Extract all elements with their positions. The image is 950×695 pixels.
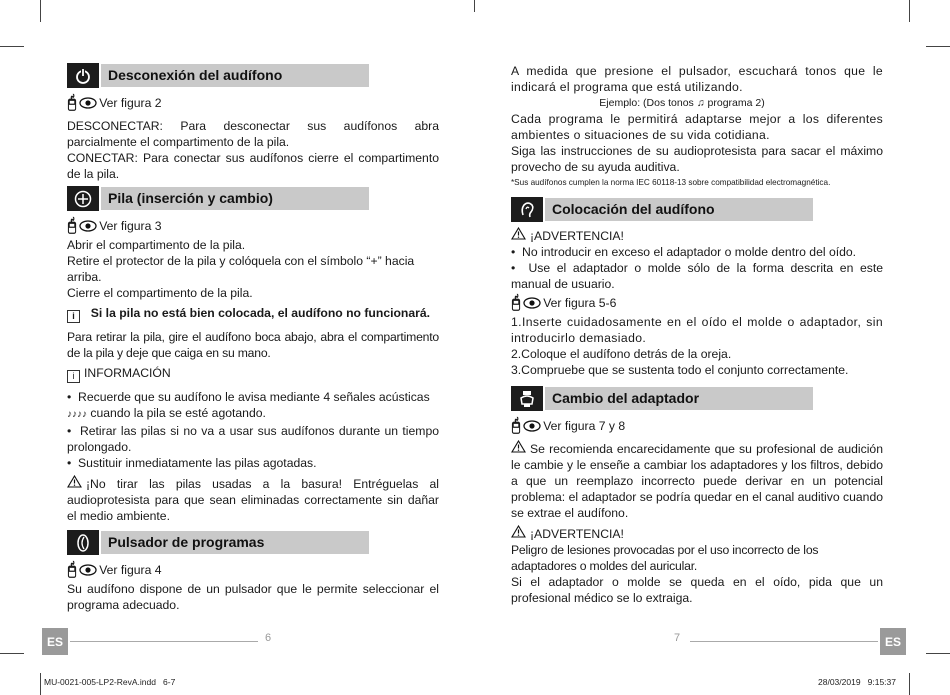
figure-ref-text: Ver figura 7 y 8 <box>543 419 626 433</box>
paragraph: DESCONECTAR: Para desconectar sus audífonos abra parcialmente el compartimento de la pila. <box>67 119 439 149</box>
section-title: Colocación del audífono <box>552 201 715 217</box>
crop-mark <box>0 653 24 654</box>
language-tab-right: ES <box>880 628 906 655</box>
warning <box>511 227 883 244</box>
info-icon: i <box>67 370 80 383</box>
left-page <box>67 63 439 613</box>
info-heading <box>67 365 439 383</box>
figure-ref-text: Ver figura 3 <box>99 219 162 233</box>
hand-pointer-icon: 🖯 <box>511 293 522 312</box>
print-file-label: MU-0021-005-LP2-RevA.indd 6-7 <box>44 677 176 687</box>
paragraph: Su audífono dispone de un pulsador que le permite seleccionar el programa adecuado. <box>67 582 439 612</box>
bullet-item: • Sustituir inmediatamente las pilas agotadas. <box>67 456 317 470</box>
warning-icon <box>511 227 526 240</box>
warning <box>67 475 439 524</box>
bullet-text: Use el adaptador o molde sólo de la forma descrita en este manual de usuario. <box>511 261 883 291</box>
hand-pointer-icon: 🖯 <box>511 416 522 435</box>
adapter-icon <box>511 386 543 411</box>
footnote: *Sus audífonos cumplen la norma IEC 60118-13 sobre compatibilidad electromagnética. <box>511 178 831 187</box>
warning-icon <box>511 440 526 453</box>
example-text: programa 2) <box>707 97 765 109</box>
section-title: Pulsador de programas <box>108 534 265 550</box>
paragraph: Cierre el compartimento de la pila. <box>67 286 253 300</box>
numbered-item: 3.Compruebe que se sustenta todo el conjunto correctamente. <box>511 363 849 377</box>
eye-icon <box>523 420 541 432</box>
crop-mark <box>926 46 950 47</box>
warning-icon <box>67 475 82 488</box>
warning <box>511 525 883 542</box>
crop-mark <box>40 673 41 695</box>
page-number-right: 7 <box>674 632 681 644</box>
crop-mark <box>926 653 950 654</box>
paragraph: Peligro de lesiones provocadas por el uso incorrecto de los adaptadores o moldes del auricular. <box>511 543 819 573</box>
eye-icon <box>79 564 97 576</box>
music-note-icon: ♫ <box>696 97 705 109</box>
paragraph: Si el adaptador o molde se queda en el oído, pida que un profesional médico se lo extraiga. <box>511 575 883 605</box>
crop-mark <box>40 0 41 22</box>
section-title: Cambio del adaptador <box>552 390 700 406</box>
paragraph: CONECTAR: Para conectar sus audífonos cierre el compartimento de la pila. <box>67 151 439 181</box>
warning-text: Se recomienda encarecidamente que su profesional de audición le cambie y le enseñe a cambiar los adaptadores y los filtros, debido a que un reemplazo incorrecto puede derivar en un potencial problema: el adaptador se podría quedar en el canal auditivo cuando se extrae el audífono. <box>511 442 883 520</box>
hand-pointer-icon: 🖯 <box>67 93 78 112</box>
warning-text: ¡No tirar las pilas usadas a la basura! Entréguelas al audioprotesista para que sean eliminadas correctamente sin dañar el medio ambiente. <box>67 477 439 523</box>
eye-icon <box>79 220 97 232</box>
hand-pointer-icon: 🖯 <box>67 560 78 579</box>
figure-reference <box>511 417 883 435</box>
section-title: Pila (inserción y cambio) <box>108 190 273 206</box>
crop-mark <box>909 673 910 695</box>
numbered-item: 1.Inserte cuidadosamente en el oído el molde o adaptador, sin introducirlo demasiado. <box>511 315 883 345</box>
eye-icon <box>79 97 97 109</box>
figure-reference <box>67 94 439 112</box>
section-header-program-button <box>67 530 439 555</box>
bullet-text: Recuerde que su audífono le avisa mediante 4 señales acústicas <box>78 390 430 404</box>
bullet-text: No introducir en exceso el adaptador o molde dentro del oído. <box>522 245 857 259</box>
section-header-disconnection <box>67 63 439 88</box>
hand-pointer-icon: 🖯 <box>67 216 78 235</box>
paragraph: Para retirar la pila, gire el audífono boca abajo, abra el compartimento de la pila y deje que caiga en su mano. <box>67 330 439 360</box>
section-header-placement <box>511 197 883 222</box>
note <box>67 305 439 323</box>
tones-icon: ♪♪♪♪ <box>67 409 87 420</box>
ear-icon <box>511 197 543 222</box>
numbered-item: 2.Coloque el audífono detrás de la oreja. <box>511 347 732 361</box>
example-line <box>511 95 883 111</box>
bullet-item: • Use el adaptador o molde sólo de la forma descrita en este manual de usuario. <box>511 261 883 291</box>
eye-icon <box>523 297 541 309</box>
crop-mark <box>474 0 475 12</box>
section-header-adapter <box>511 386 883 411</box>
section-header-battery <box>67 186 439 211</box>
figure-reference <box>67 217 439 235</box>
section-title: Desconexión del audífono <box>108 67 283 83</box>
language-tab-left: ES <box>42 628 68 655</box>
example-text: Ejemplo: (Dos tonos <box>599 97 694 109</box>
bullet-item: • No introducir en exceso el adaptador o molde dentro del oído. <box>511 245 857 259</box>
paragraph: A medida que presione el pulsador, escuchará tonos que le indicará el programa que está utilizando. <box>511 64 883 94</box>
page-number-left: 6 <box>265 632 272 644</box>
power-icon <box>67 63 99 88</box>
figure-reference <box>67 561 439 579</box>
warning-icon <box>511 525 526 538</box>
crop-mark <box>909 0 910 22</box>
print-timestamp: 28/03/2019 9:15:37 <box>818 677 896 687</box>
note-text: Si la pila no está bien colocada, el audífono no funcionará. <box>90 306 431 320</box>
footer-rule <box>690 641 878 642</box>
warning <box>511 440 883 521</box>
bullet-text: cuando la pila se esté agotando. <box>90 406 266 420</box>
figure-ref-text: Ver figura 4 <box>99 563 162 577</box>
paragraph: Abrir el compartimento de la pila. <box>67 238 246 252</box>
bullet-text: Sustituir inmediatamente las pilas agotadas. <box>78 456 317 470</box>
paragraph: Siga las instrucciones de su audioprotesista para sacar el máximo provecho de su ayuda auditiva. <box>511 144 883 174</box>
figure-ref-text: Ver figura 5-6 <box>543 296 617 310</box>
bullet-text: Retirar las pilas si no va a usar sus audífonos durante un tiempo prolongado. <box>67 424 439 454</box>
paragraph: Retire el protector de la pila y colóquela con el símbolo “+” hacia arriba. <box>67 254 415 284</box>
figure-reference <box>511 294 883 312</box>
button-icon <box>67 530 99 555</box>
warning-text: ¡ADVERTENCIA! <box>530 527 624 541</box>
bullet-item: • Retirar las pilas si no va a usar sus audífonos durante un tiempo prolongado. <box>67 424 439 454</box>
paragraph: Cada programa le permitirá adaptarse mejor a los diferentes ambientes o situaciones de su vida cotidiana. <box>511 112 883 142</box>
battery-icon <box>67 186 99 211</box>
crop-mark <box>0 46 24 47</box>
figure-ref-text: Ver figura 2 <box>99 96 162 110</box>
footer-rule <box>70 641 258 642</box>
info-text: INFORMACIÓN <box>84 366 171 380</box>
info-icon: i <box>67 310 80 323</box>
right-page <box>511 63 883 606</box>
warning-text: ¡ADVERTENCIA! <box>530 229 624 243</box>
bullet-item: • Recuerde que su audífono le avisa mediante 4 señales acústicas ♪♪♪♪ cuando la pila se esté agotando. <box>67 390 430 420</box>
